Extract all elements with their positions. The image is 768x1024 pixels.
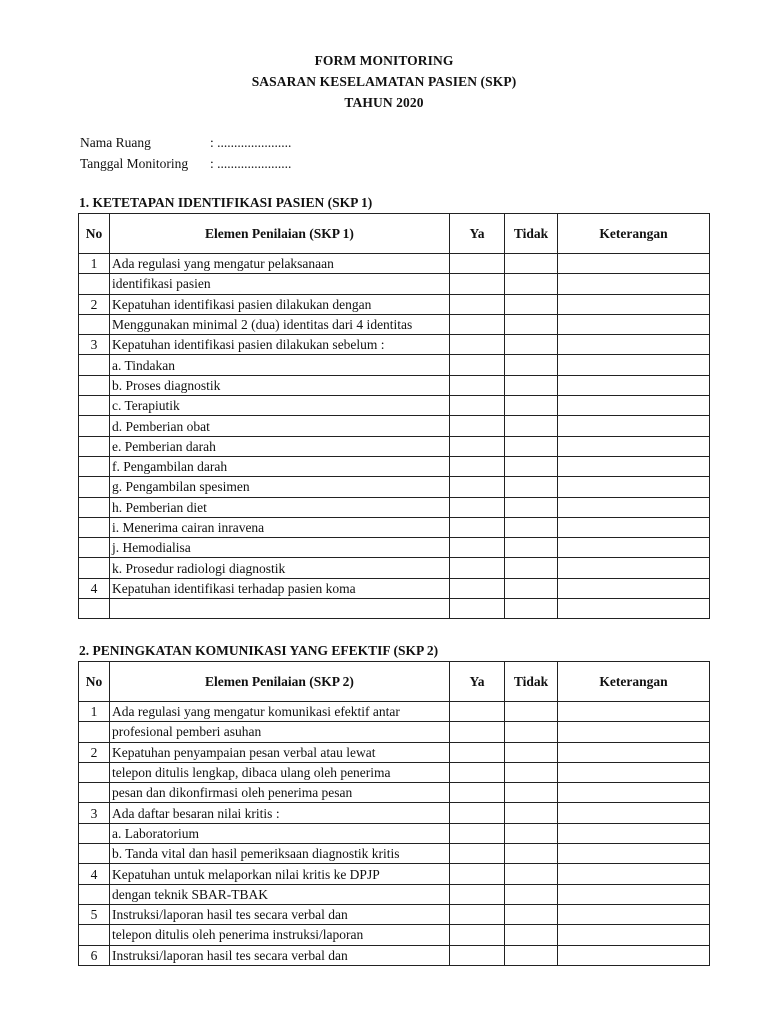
keterangan-cell[interactable] (558, 783, 710, 803)
tidak-cell[interactable] (505, 436, 558, 456)
table-row (79, 722, 710, 742)
tidak-cell[interactable] (505, 599, 558, 619)
room-field (80, 135, 291, 151)
tidak-cell[interactable] (505, 578, 558, 598)
tidak-cell[interactable] (505, 456, 558, 476)
row-number (79, 538, 110, 558)
row-element-text: b. Tanda vital dan hasil pemeriksaan diagnostik kritis (110, 844, 450, 864)
tidak-cell[interactable] (505, 945, 558, 965)
form-title: FORM MONITORING (314, 53, 454, 68)
ya-cell[interactable] (450, 355, 505, 375)
table-header-row (79, 214, 710, 254)
tidak-cell[interactable] (505, 375, 558, 395)
row-number: 4 (79, 578, 110, 598)
tidak-cell[interactable] (505, 783, 558, 803)
form-year: TAHUN 2020 (344, 95, 424, 110)
row-element-text: Kepatuhan identifikasi pasien dilakukan dengan (110, 294, 450, 314)
tidak-cell[interactable] (505, 864, 558, 884)
ya-cell[interactable] (450, 517, 505, 537)
row-number (79, 396, 110, 416)
date-field (80, 156, 291, 172)
row-number: 2 (79, 294, 110, 314)
col-header-tidak: Tidak (505, 214, 558, 254)
keterangan-cell[interactable] (558, 294, 710, 314)
row-element-text: Kepatuhan identifikasi pasien dilakukan sebelum : (110, 335, 450, 355)
row-element-text: Kepatuhan identifikasi terhadap pasien koma (110, 578, 450, 598)
tidak-cell[interactable] (505, 314, 558, 334)
ya-cell[interactable] (450, 335, 505, 355)
row-number: 5 (79, 904, 110, 924)
date-value: : ...................... (210, 156, 292, 171)
ya-cell[interactable] (450, 702, 505, 722)
row-element-text: pesan dan dikonfirmasi oleh penerima pesan (110, 783, 450, 803)
table-header-row (79, 662, 710, 702)
ya-cell[interactable] (450, 314, 505, 334)
tidak-cell[interactable] (505, 254, 558, 274)
keterangan-cell[interactable] (558, 925, 710, 945)
table-row (79, 884, 710, 904)
keterangan-cell[interactable] (558, 702, 710, 722)
table-row (79, 823, 710, 843)
ya-cell[interactable] (450, 823, 505, 843)
col-header-keterangan: Keterangan (558, 214, 710, 254)
col-header-tidak: Tidak (505, 662, 558, 702)
row-element-text: Ada daftar besaran nilai kritis : (110, 803, 450, 823)
row-number (79, 925, 110, 945)
keterangan-cell[interactable] (558, 477, 710, 497)
row-number: 1 (79, 702, 110, 722)
room-label: Nama Ruang (80, 135, 151, 150)
ya-cell[interactable] (450, 558, 505, 578)
row-number (79, 477, 110, 497)
ya-cell[interactable] (450, 844, 505, 864)
row-element-text: i. Menerima cairan inravena (110, 517, 450, 537)
tidak-cell[interactable] (505, 762, 558, 782)
keterangan-cell[interactable] (558, 538, 710, 558)
table-row (79, 335, 710, 355)
row-number (79, 762, 110, 782)
table-row (79, 783, 710, 803)
row-number: 4 (79, 864, 110, 884)
row-element-text: telepon ditulis oleh penerima instruksi/laporan (110, 925, 450, 945)
keterangan-cell[interactable] (558, 884, 710, 904)
table-row (79, 294, 710, 314)
ya-cell[interactable] (450, 864, 505, 884)
col-header-keterangan: Keterangan (558, 662, 710, 702)
keterangan-cell[interactable] (558, 722, 710, 742)
ya-cell[interactable] (450, 538, 505, 558)
row-number (79, 416, 110, 436)
skp2-table (78, 661, 710, 966)
tidak-cell[interactable] (505, 844, 558, 864)
ya-cell[interactable] (450, 578, 505, 598)
row-element-text (110, 599, 450, 619)
col-header-ya: Ya (450, 662, 505, 702)
tidak-cell[interactable] (505, 702, 558, 722)
keterangan-cell[interactable] (558, 335, 710, 355)
keterangan-cell[interactable] (558, 823, 710, 843)
table-row (79, 803, 710, 823)
keterangan-cell[interactable] (558, 844, 710, 864)
ya-cell[interactable] (450, 436, 505, 456)
row-element-text: j. Hemodialisa (110, 538, 450, 558)
table-row (79, 314, 710, 334)
tidak-cell[interactable] (505, 538, 558, 558)
table-row (79, 925, 710, 945)
keterangan-cell[interactable] (558, 375, 710, 395)
keterangan-cell[interactable] (558, 945, 710, 965)
table-row (79, 416, 710, 436)
tidak-cell[interactable] (505, 274, 558, 294)
row-element-text: g. Pengambilan spesimen (110, 477, 450, 497)
row-element-text: a. Laboratorium (110, 823, 450, 843)
table-row (79, 477, 710, 497)
table-row (79, 945, 710, 965)
row-element-text: profesional pemberi asuhan (110, 722, 450, 742)
row-element-text: a. Tindakan (110, 355, 450, 375)
ya-cell[interactable] (450, 884, 505, 904)
ya-cell[interactable] (450, 477, 505, 497)
keterangan-cell[interactable] (558, 864, 710, 884)
tidak-cell[interactable] (505, 884, 558, 904)
row-number (79, 783, 110, 803)
row-number (79, 375, 110, 395)
ya-cell[interactable] (450, 254, 505, 274)
tidak-cell[interactable] (505, 416, 558, 436)
row-element-text: identifikasi pasien (110, 274, 450, 294)
row-number (79, 722, 110, 742)
row-element-text: d. Pemberian obat (110, 416, 450, 436)
keterangan-cell[interactable] (558, 497, 710, 517)
row-number (79, 844, 110, 864)
table-row (79, 456, 710, 476)
row-number (79, 558, 110, 578)
ya-cell[interactable] (450, 274, 505, 294)
tidak-cell[interactable] (505, 558, 558, 578)
row-element-text: Kepatuhan untuk melaporkan nilai kritis ke DPJP (110, 864, 450, 884)
keterangan-cell[interactable] (558, 274, 710, 294)
tidak-cell[interactable] (505, 396, 558, 416)
row-number (79, 599, 110, 619)
table-row (79, 578, 710, 598)
row-element-text: Instruksi/laporan hasil tes secara verbal dan (110, 945, 450, 965)
table-row (79, 254, 710, 274)
keterangan-cell[interactable] (558, 904, 710, 924)
ya-cell[interactable] (450, 904, 505, 924)
ya-cell[interactable] (450, 497, 505, 517)
table-row (79, 274, 710, 294)
row-element-text: telepon ditulis lengkap, dibaca ulang oleh penerima (110, 762, 450, 782)
ya-cell[interactable] (450, 722, 505, 742)
ya-cell[interactable] (450, 294, 505, 314)
keterangan-cell[interactable] (558, 558, 710, 578)
ya-cell[interactable] (450, 945, 505, 965)
row-element-text: f. Pengambilan darah (110, 456, 450, 476)
row-element-text: Ada regulasi yang mengatur komunikasi efektif antar (110, 702, 450, 722)
table-row (79, 497, 710, 517)
col-header-element: Elemen Penilaian (SKP 1) (110, 214, 450, 254)
tidak-cell[interactable] (505, 294, 558, 314)
table-row (79, 558, 710, 578)
tidak-cell[interactable] (505, 925, 558, 945)
tidak-cell[interactable] (505, 904, 558, 924)
keterangan-cell[interactable] (558, 517, 710, 537)
tidak-cell[interactable] (505, 823, 558, 843)
keterangan-cell[interactable] (558, 416, 710, 436)
keterangan-cell[interactable] (558, 762, 710, 782)
col-header-no: No (79, 662, 110, 702)
form-subtitle: SASARAN KESELAMATAN PASIEN (SKP) (251, 74, 517, 89)
ya-cell[interactable] (450, 783, 505, 803)
row-number (79, 823, 110, 843)
tidak-cell[interactable] (505, 477, 558, 497)
row-number (79, 456, 110, 476)
row-number (79, 314, 110, 334)
row-element-text: h. Pemberian diet (110, 497, 450, 517)
ya-cell[interactable] (450, 925, 505, 945)
row-element-text: Ada regulasi yang mengatur pelaksanaan (110, 254, 450, 274)
skp1-table (78, 213, 710, 619)
keterangan-cell[interactable] (558, 803, 710, 823)
table-row (79, 702, 710, 722)
keterangan-cell[interactable] (558, 742, 710, 762)
table-row (79, 436, 710, 456)
col-header-ya: Ya (450, 214, 505, 254)
table-row (79, 517, 710, 537)
keterangan-cell[interactable] (558, 456, 710, 476)
section-2-title: 2. PENINGKATAN KOMUNIKASI YANG EFEKTIF (SKP 2) (79, 643, 439, 658)
room-value: : ...................... (210, 135, 292, 150)
ya-cell[interactable] (450, 416, 505, 436)
keterangan-cell[interactable] (558, 599, 710, 619)
table-row (79, 599, 710, 619)
ya-cell[interactable] (450, 456, 505, 476)
row-number: 3 (79, 335, 110, 355)
row-element-text: Instruksi/laporan hasil tes secara verbal dan (110, 904, 450, 924)
tidak-cell[interactable] (505, 803, 558, 823)
row-number (79, 274, 110, 294)
ya-cell[interactable] (450, 396, 505, 416)
keterangan-cell[interactable] (558, 314, 710, 334)
row-element-text: c. Terapiutik (110, 396, 450, 416)
ya-cell[interactable] (450, 742, 505, 762)
row-number: 3 (79, 803, 110, 823)
row-element-text: e. Pemberian darah (110, 436, 450, 456)
tidak-cell[interactable] (505, 355, 558, 375)
table-row (79, 375, 710, 395)
row-element-text: dengan teknik SBAR-TBAK (110, 884, 450, 904)
table-row (79, 742, 710, 762)
row-element-text: b. Proses diagnostik (110, 375, 450, 395)
date-label: Tanggal Monitoring (80, 156, 189, 171)
row-number (79, 497, 110, 517)
ya-cell[interactable] (450, 803, 505, 823)
table-row (79, 844, 710, 864)
row-number (79, 517, 110, 537)
row-number: 1 (79, 254, 110, 274)
table-row (79, 538, 710, 558)
tidak-cell[interactable] (505, 722, 558, 742)
table-row (79, 396, 710, 416)
row-element-text: Menggunakan minimal 2 (dua) identitas dari 4 identitas (110, 314, 450, 334)
tidak-cell[interactable] (505, 517, 558, 537)
tidak-cell[interactable] (505, 335, 558, 355)
ya-cell[interactable] (450, 599, 505, 619)
keterangan-cell[interactable] (558, 436, 710, 456)
keterangan-cell[interactable] (558, 254, 710, 274)
table-row (79, 355, 710, 375)
section-1-title: 1. KETETAPAN IDENTIFIKASI PASIEN (SKP 1) (79, 195, 373, 210)
table-row (79, 904, 710, 924)
keterangan-cell[interactable] (558, 578, 710, 598)
row-number (79, 355, 110, 375)
ya-cell[interactable] (450, 762, 505, 782)
row-number: 6 (79, 945, 110, 965)
ya-cell[interactable] (450, 375, 505, 395)
keterangan-cell[interactable] (558, 355, 710, 375)
col-header-element: Elemen Penilaian (SKP 2) (110, 662, 450, 702)
row-number: 2 (79, 742, 110, 762)
row-number (79, 884, 110, 904)
tidak-cell[interactable] (505, 742, 558, 762)
keterangan-cell[interactable] (558, 396, 710, 416)
row-number (79, 436, 110, 456)
row-element-text: k. Prosedur radiologi diagnostik (110, 558, 450, 578)
table-row (79, 762, 710, 782)
table-row (79, 864, 710, 884)
row-element-text: Kepatuhan penyampaian pesan verbal atau lewat (110, 742, 450, 762)
col-header-no: No (79, 214, 110, 254)
tidak-cell[interactable] (505, 497, 558, 517)
